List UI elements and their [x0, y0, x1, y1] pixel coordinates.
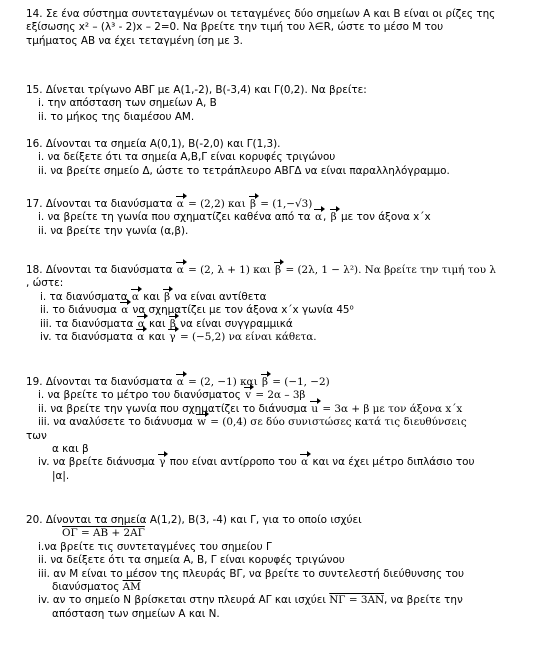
exercise-19-item-iv-post2: και να έχει μέτρο διπλάσιο του [312, 456, 475, 469]
exercise-19-question [26, 376, 526, 389]
vector-a-ref: α [301, 456, 309, 469]
vector-a-ref: α [121, 304, 129, 317]
vector-a: α [176, 198, 184, 210]
vector-g: γ [169, 331, 176, 344]
vector-equation: ΟΓ = ΑΒ + 2ΑΓ [62, 527, 145, 540]
exercise-18-question-cont: , ώστε: [26, 277, 64, 290]
exercise-19-intro: 19. Δίνονται τα διανύσματα [26, 376, 173, 388]
exercise-19-item-ii-pre: ii. να βρείτε την γωνία που σχηματίζει το διάνυσμα [38, 402, 308, 415]
exercise-17-item-i: i. να βρείτε τη γωνία που σχηματίζει καθένα από τα α, β με τον άξονα x΄x [38, 211, 431, 224]
vector-b: β [275, 264, 282, 276]
exercise-18-item-i-pre: i. τα διανύσματα [40, 290, 128, 303]
exercise-16-item-i: i. να δείξετε ότι τα σημεία Α,Β,Γ είναι κορυφές τριγώνου [38, 151, 336, 164]
exercise-18 [26, 264, 526, 344]
exercise-15-item-ii: ii. το μήκος της διαμέσου ΑΜ. [38, 110, 195, 123]
vector-b-ref: β [164, 290, 171, 303]
exercise-14-line-3: τμήματος ΑΒ να έχει τεταγμένη ίση με 3. [26, 34, 243, 47]
conj-kai: και [149, 317, 166, 330]
vector-a-ref: α [137, 331, 145, 344]
exercise-19-item-ii [26, 403, 526, 416]
exercise-17-intro: 17. Δίνονται τα διανύσματα [26, 198, 173, 210]
exercise-19-item-iv [26, 456, 526, 469]
exercise-17 [26, 198, 526, 238]
vector-a-ref: α [131, 290, 139, 303]
exercise-18-item-iv-pre: iv. τα διανύσματα [40, 331, 133, 344]
vector-a: α [176, 264, 184, 276]
vector-AM: $\overline{AM}$ [122, 581, 141, 594]
exercise-20-item-iii: iii. αν Μ είναι το μέσον της πλευράς ΒΓ, να βρείτε το συντελεστή διεύθυνσης του [38, 567, 464, 580]
exercise-16 [26, 138, 526, 178]
vector-b-ref: β [330, 211, 337, 224]
exercise-19-item-i-post: = 2α – 3β [255, 389, 306, 402]
exercise-20-item-iv-post: , να βρείτε την [384, 594, 463, 607]
exercise-18-item-iv [26, 331, 526, 344]
vector-equation-N: ΝΓ = 3ΑΝ [329, 594, 385, 607]
exercise-18-question [26, 264, 526, 277]
vector-b-value: = (1,−√3) [260, 198, 313, 210]
exercise-18-item-ii [26, 304, 526, 317]
vector-a-value: = (2,2) και [188, 198, 246, 210]
vector-b-ref: β [169, 317, 176, 330]
exercise-18-item-iii-pre: iii. τα διανύσματα [40, 317, 134, 330]
exercise-18-item-ii-post: να σχηματίζει με τον άξονα x΄x γωνία 45⁰ [132, 304, 354, 317]
exercise-19-item-iii-vectors: α και β [52, 443, 89, 456]
vector-b: β [261, 376, 268, 388]
exercise-15-item-i: i. την απόσταση των σημείων Α, Β [38, 97, 217, 110]
vector-a-value: = (2, −1) και [188, 376, 258, 388]
exercise-14 [26, 8, 526, 48]
exercise-19 [26, 376, 526, 483]
vector-a: α [176, 376, 184, 388]
exercise-18-item-ii-pre: ii. το διάνυσμα [40, 304, 117, 317]
exercise-15 [26, 84, 526, 124]
exercise-17-item-ii: ii. να βρείτε την γωνία (α,β). [38, 224, 189, 237]
exercise-20-question: 20. Δίνονται τα σημεία Α(1,2), Β(3, -4) και Γ, για το οποίο ισχύει [26, 514, 362, 526]
exercise-20-item-i: i.να βρείτε τις συντεταγμένες του σημείου Γ [38, 540, 272, 553]
vector-u: u [311, 402, 319, 415]
exercise-18-item-iv-post: = (−5,2) να είναι κάθετα. [179, 331, 317, 344]
vector-a-ref: α [137, 317, 145, 330]
exercise-17-question [26, 198, 526, 211]
vector-v: v [245, 389, 252, 402]
exercise-19-item-ii-post: = 3α + β με τον άξονα x΄x [322, 402, 463, 415]
exercise-17-item-i-end: με τον άξονα x΄x [340, 211, 431, 224]
exercise-19-item-iii [26, 416, 526, 429]
exercise-20-item-iv [26, 594, 526, 607]
exercise-18-item-i [26, 291, 526, 304]
vector-a-ref: α [314, 211, 322, 224]
conj-kai: και [148, 331, 166, 344]
exercise-18-intro: 18. Δίνονται τα διανύσματα [26, 264, 173, 276]
vector-b-value: = (2λ, 1 − λ²). Να βρείτε την τιμή του λ [285, 264, 497, 276]
exercise-18-item-iii-post: να είναι συγγραμμικά [180, 317, 293, 330]
exercise-16-question: 16. Δίνονται τα σημεία Α(0,1), Β(-2,0) και Γ(1,3). [26, 138, 281, 150]
vector-g: γ [159, 456, 166, 469]
exercise-20 [26, 514, 526, 621]
exercise-20-item-iv-pre: iv. αν το σημείο Ν βρίσκεται στην πλευρά ΑΓ και ισχύει [38, 594, 326, 607]
exercise-19-item-iv-post: που είναι αντίρροπο του [169, 456, 297, 469]
conj-kai: και [143, 290, 160, 303]
exercise-20-item-ii: ii. να δείξετε ότι τα σημεία Α, Β, Γ είναι κορυφές τριγώνου [38, 554, 345, 567]
exercise-19-item-iv-abs: |α|. [52, 469, 70, 482]
vector-b-value: = (−1, −2) [272, 376, 330, 388]
exercise-19-item-iii-pre: iii. να αναλύσετε το διάνυσμα [38, 416, 193, 429]
exercise-14-line-1: 14. Σε ένα σύστημα συντεταγμένων οι τεταγμένες δύο σημείων Α και Β είναι οι ρίζες της [26, 8, 496, 20]
exercise-17-item-i-text: i. να βρείτε τη γωνία που σχηματίζει καθένα από τα [38, 211, 311, 224]
exercise-20-item-iv-cont: απόσταση των σημείων Α και Ν. [52, 607, 220, 620]
exercise-15-question: 15. Δίνεται τρίγωνο ΑΒΓ με Α(1,-2), Β(-3,4) και Γ(0,2). Να βρείτε: [26, 84, 367, 96]
exercise-20-item-iii-cont [26, 581, 526, 594]
exercise-19-item-i [26, 389, 526, 402]
exercise-16-item-ii: ii. να βρείτε σημείο Δ, ώστε το τετράπλευρο ΑΒΓΔ να είναι παραλληλόγραμμο. [38, 164, 450, 177]
exercise-20-equation [26, 527, 526, 540]
exercise-19-item-i-pre: i. να βρείτε το μέτρο του διανύσματος [38, 389, 241, 402]
exercise-19-item-iii-post: = (0,4) σε δύο συνιστώσες κατά τις διευθύνσεις [210, 416, 467, 429]
exercise-18-item-iii [26, 318, 526, 331]
vector-b: β [249, 198, 256, 210]
exercise-14-line-2: εξίσωσης x² – (λ³ - 2)x – 2=0. Να βρείτε την τιμή του λ∈R, ώστε το μέσο Μ του [26, 21, 444, 34]
exercise-18-item-i-post: να είναι αντίθετα [174, 290, 267, 303]
exercise-19-item-iii-wrap: των [26, 429, 47, 442]
exercise-19-item-iv-pre: iv. να βρείτε διάνυσμα [38, 456, 155, 469]
exercise-20-item-iii-pre: διανύσματος [52, 581, 120, 594]
vector-a-value: = (2, λ + 1) και [188, 264, 271, 276]
vector-w: w [197, 416, 206, 429]
